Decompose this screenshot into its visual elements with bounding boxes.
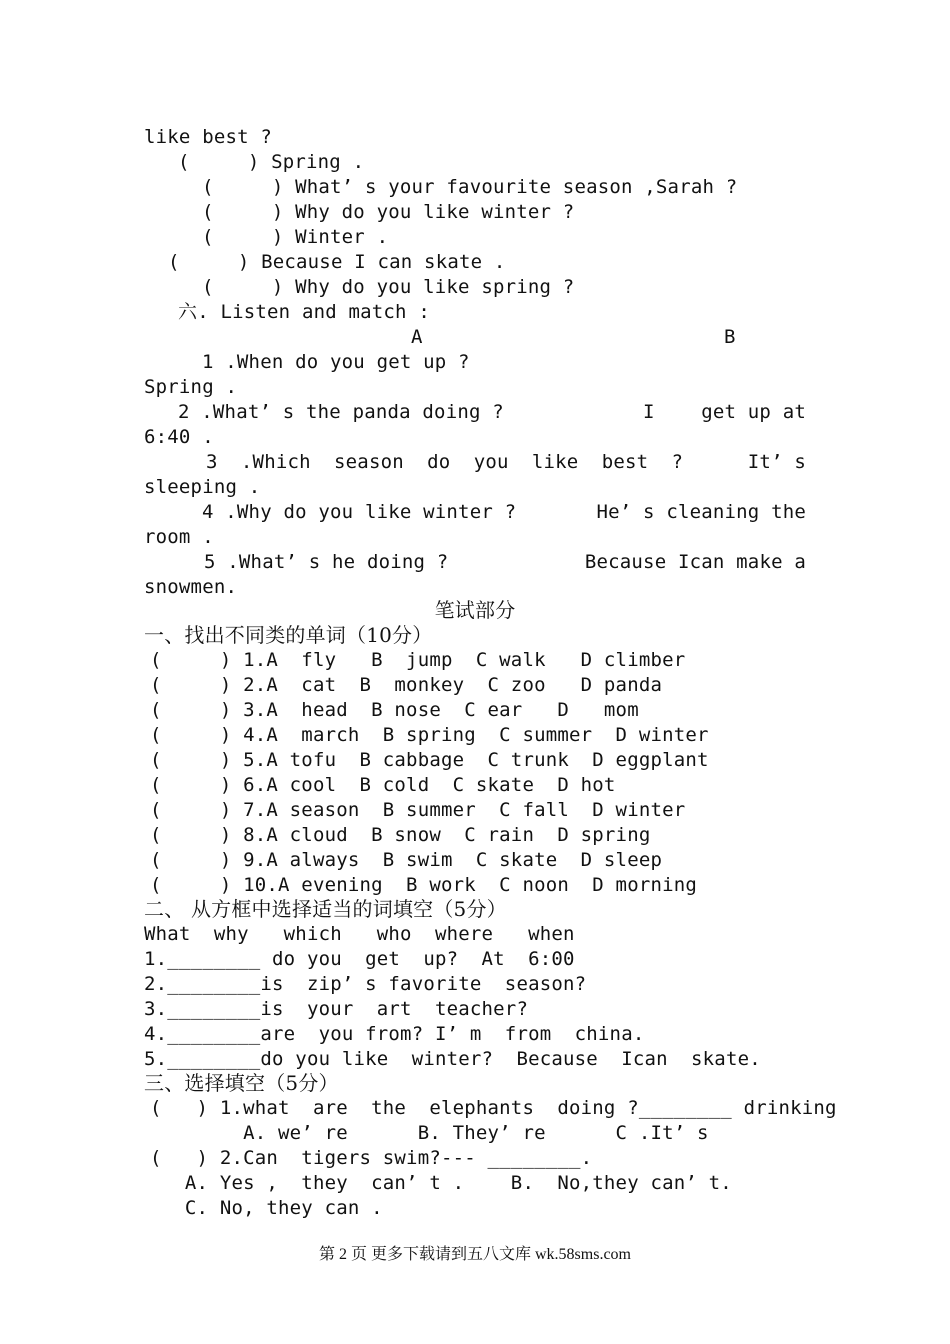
text-line: ( ) Spring . bbox=[178, 151, 365, 173]
part1-item: ( ) 8.A cloud B snow C rain D spring bbox=[150, 824, 651, 846]
part2-item: 3.________is your art teacher? bbox=[144, 998, 529, 1020]
section-title: 六. Listen and match : bbox=[178, 301, 430, 323]
match-answer-wrap: sleeping . bbox=[144, 476, 261, 498]
part1-item: ( ) 2.A cat B monkey C zoo D panda bbox=[150, 674, 663, 696]
text-line: ( ) What’ s your favourite season ,Sarah ? bbox=[202, 176, 738, 198]
text-line: like best ? bbox=[144, 126, 273, 148]
part1-item: ( ) 4.A march B spring C summer D winter bbox=[150, 724, 709, 746]
text-line: ( ) Why do you like spring ? bbox=[202, 276, 575, 298]
part2-item: 4.________are you from? I’ m from china. bbox=[144, 1023, 645, 1045]
part2-title: 二、 从方框中选择适当的词填空（5分） bbox=[144, 897, 507, 921]
text-line: ( ) Because I can skate . bbox=[168, 251, 506, 273]
match-question: 4 .Why do you like winter ? bbox=[202, 501, 517, 523]
text-line: ( ) Why do you like winter ? bbox=[202, 201, 575, 223]
page-footer: 第 2 页 更多下载请到五八文库 wk.58sms.com bbox=[318, 1246, 631, 1263]
part2-item: 5.________do you like winter? Because Ican skate. bbox=[144, 1048, 761, 1070]
part3-options: C. No, they can . bbox=[150, 1197, 383, 1219]
match-answer: I get up at bbox=[643, 401, 806, 423]
part3-title: 三、选择填空（5分） bbox=[144, 1071, 339, 1095]
match-answer-wrap: 6:40 . bbox=[144, 426, 214, 448]
part2-item: 2.________is zip’ s favorite season? bbox=[144, 973, 587, 995]
part3-item: ( ) 1.what are the elephants doing ?________ drinking bbox=[150, 1097, 837, 1119]
part1-item: ( ) 3.A head B nose C ear D mom bbox=[150, 699, 639, 721]
written-part-title: 笔试部分 bbox=[434, 598, 516, 622]
part1-title: 一、找出不同类的单词（10分） bbox=[144, 623, 433, 647]
match-answer-wrap: room . bbox=[144, 526, 214, 548]
part1-item: ( ) 9.A always B swim C skate D sleep bbox=[150, 849, 663, 871]
part3-options: A. we’ re B. They’ re C .It’ s bbox=[150, 1122, 709, 1144]
match-answer-wrap: snowmen. bbox=[144, 576, 238, 598]
column-a-label: A bbox=[411, 326, 423, 348]
match-answer: Because Ican make a bbox=[584, 551, 806, 573]
part3-item: ( ) 2.Can tigers swim?--- ________. bbox=[150, 1147, 593, 1169]
match-question: 1 .When do you get up ? bbox=[202, 351, 470, 373]
text-line: ( ) Winter . bbox=[202, 226, 389, 248]
match-answer: Spring . bbox=[144, 376, 238, 398]
part1-item: ( ) 5.A tofu B cabbage C trunk D eggplant bbox=[150, 749, 709, 771]
part1-item: ( ) 6.A cool B cold C skate D hot bbox=[150, 774, 616, 796]
column-b-label: B bbox=[724, 326, 736, 348]
part1-item: ( ) 7.A season B summer C fall D winter bbox=[150, 799, 686, 821]
word-box: What why which who where when bbox=[144, 923, 575, 945]
part2-item: 1.________ do you get up? At 6:00 bbox=[144, 948, 575, 970]
match-question: 3 .Which season do you like best ? bbox=[206, 451, 684, 473]
match-answer: He’ s cleaning the bbox=[596, 501, 806, 523]
part1-item: ( ) 10.A evening B work C noon D morning bbox=[150, 874, 698, 896]
match-question: 5 .What’ s he doing ? bbox=[204, 551, 449, 573]
match-question: 2 .What’ s the panda doing ? bbox=[178, 401, 504, 423]
part3-options: A. Yes , they can’ t . B. No,they can’ t. bbox=[150, 1172, 732, 1194]
part1-item: ( ) 1.A fly B jump C walk D climber bbox=[150, 649, 686, 671]
match-answer: It’ s bbox=[747, 451, 806, 473]
